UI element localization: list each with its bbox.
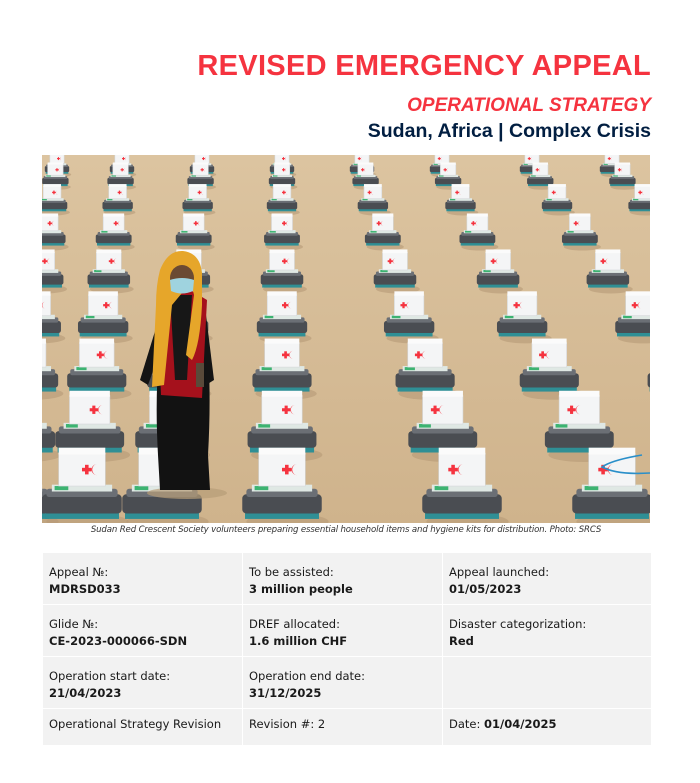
document-title: REVISED EMERGENCY APPEAL — [197, 50, 651, 82]
revision-date-label: Date: — [449, 717, 481, 731]
revision-title-cell — [43, 709, 243, 746]
table-row — [43, 657, 652, 709]
appeal-number-label: Appeal №: — [49, 565, 109, 579]
disaster-categorization-label: Disaster categorization: — [449, 617, 587, 631]
disaster-categorization-value: Red — [449, 634, 474, 648]
glide-number-value: CE-2023-000066-SDN — [49, 634, 188, 648]
dref-allocated-label: DREF allocated: — [249, 617, 340, 631]
operation-start-value: 21/04/2023 — [49, 686, 122, 700]
to-be-assisted-value: 3 million people — [249, 582, 353, 596]
operation-end-label: Operation end date: — [249, 669, 366, 683]
appeal-number-value: MDRSD033 — [49, 582, 121, 596]
table-row — [43, 605, 652, 657]
dref-allocated-cell — [243, 605, 443, 657]
appeal-launched-label: Appeal launched: — [449, 565, 550, 579]
operation-end-value: 31/12/2025 — [249, 686, 322, 700]
revision-number-label: Revision #: — [249, 717, 315, 731]
appeal-info-table — [42, 552, 652, 746]
revision-date-cell — [443, 709, 652, 746]
appeal-launched-value: 01/05/2023 — [449, 582, 522, 596]
appeal-number-cell — [43, 553, 243, 605]
document-subtitle: OPERATIONAL STRATEGY — [407, 95, 651, 116]
revision-date-value: 01/04/2025 — [484, 717, 557, 731]
photo-caption: Sudan Red Crescent Society volunteers preparing essential household items and hygiene kits for distribution. Photo: SRCS — [90, 525, 602, 535]
cover-photo — [42, 155, 650, 523]
glide-number-cell — [43, 605, 243, 657]
operation-start-label: Operation start date: — [49, 669, 171, 683]
revision-number-value: 2 — [317, 717, 326, 731]
empty-cell — [443, 657, 652, 709]
document-location: Sudan, Africa | Complex Crisis — [367, 120, 651, 142]
dref-allocated-value: 1.6 million CHF — [249, 634, 348, 648]
disaster-categorization-cell — [443, 605, 652, 657]
revision-number-cell — [243, 709, 443, 746]
to-be-assisted-label: To be assisted: — [249, 565, 334, 579]
operation-start-cell — [43, 657, 243, 709]
table-row — [43, 553, 652, 605]
revision-title: Operational Strategy Revision — [49, 717, 222, 731]
glide-number-label: Glide №: — [49, 617, 99, 631]
revision-row — [43, 709, 652, 746]
to-be-assisted-cell — [243, 553, 443, 605]
appeal-launched-cell — [443, 553, 652, 605]
operation-end-cell — [243, 657, 443, 709]
